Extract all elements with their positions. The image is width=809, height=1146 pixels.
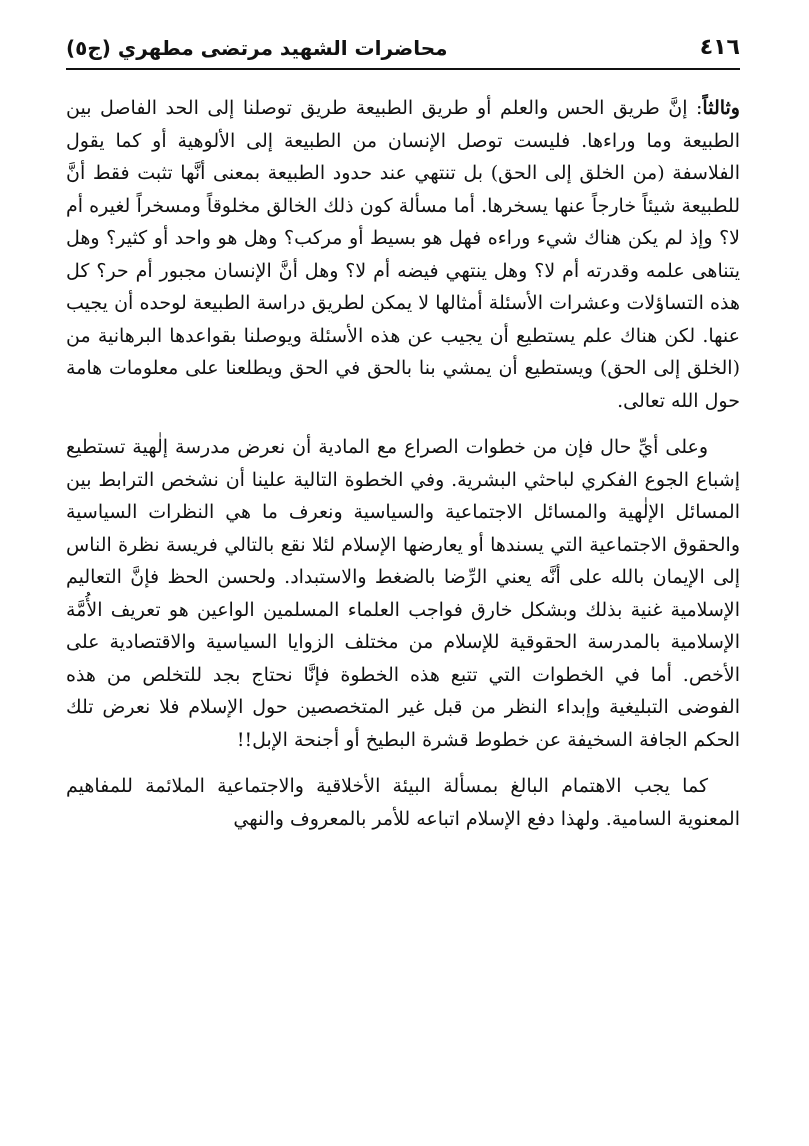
- running-title: محاضرات الشهيد مرتضى مطهري (ج٥): [66, 36, 448, 60]
- paragraph-2: وعلى أيِّ حال فإن من خطوات الصراع مع المادية أن نعرض مدرسة إلٰهية تستطيع إشباع الجوع الفكري لباحثي البشرية. وفي الخطوة التالية علينا أن نشخص الترابط بين المسائل الإلٰهية والمسائل الاجتماعية والسياسية ونعرف ما هي النظرات السياسية والحقوق الاجتماعية التي يسندها أو يعارضها الإسلام لئلا نقع بالتالي فريسة نظرة الناس إلى الإيمان بالله على أنَّه يعني الرِّضا بالضغط والاستبداد. ولحسن الحظ فإنَّ التعاليم الإسلامية غنية بذلك وبشكل خارق فواجب العلماء المسلمين الواعين هو تعريف الأُمَّة الإسلامية بالمدرسة الحقوقية للإسلام من مختلف الزوايا السياسية والاقتصادية على الأخص. أما في الخطوات التي تتبع هذه الخطوة فإنَّا نحتاج بجد للتخلص من هذه الفوضى التبليغية وإبداء النظر من قبل غير المتخصصين حول الإسلام فلا نعرض تلك الحكم الجافة السخيفة عن خطوط قشرة البطيخ أو أجنحة الإبل!!: [66, 436, 740, 751]
- header-divider: [66, 68, 740, 70]
- body-text: [66, 92, 740, 835]
- paragraph-lead-word: وثالثاً: [702, 97, 740, 119]
- page-number: ٤١٦: [699, 35, 740, 60]
- page-header: [66, 30, 740, 70]
- paragraph-1: [66, 92, 740, 417]
- paragraph-3: كما يجب الاهتمام البالغ بمسألة البيئة الأخلاقية والاجتماعية الملائمة للمفاهيم المعنوية السامية. ولهذا دفع الإسلام اتباعه للأمر بالمعروف والنهي: [66, 775, 740, 830]
- paragraph-1-text: : إنَّ طريق الحس والعلم أو طريق الطبيعة طريق توصلنا إلى الحد الفاصل بين الطبيعة وما وراءها. فليست توصل الإنسان من الطبيعة إلى الألوهية أو كما يقول الفلاسفة (من الخلق إلى الحق) بل تنتهي عند حدود الطبيعة بمعنى أنَّها تثبت فقط أنَّ للطبيعة شيئاً خارجاً عنها يسخرها. أما مسألة كون ذلك الخالق مخلوقاً ومسخراً لغيره أم لا؟ وإذ لم يكن هناك شيء وراءه فهل هو بسيط أو مركب؟ وهل هو واحد أو كثير؟ وهل يتناهى علمه وقدرته أم لا؟ وهل ينتهي فيضه أم لا؟ وهل أنَّ الإنسان مجبور أم حر؟ كل هذه التساؤلات وعشرات الأسئلة أمثالها لا يمكن لطريق دراسة الطبيعة لوحده أن يجيب عنها. لكن هناك علم يستطيع أن يجيب عن هذه الأسئلة ويوصلنا بقواعدها البرهانية من (الخلق إلى الحق) ويستطيع أن يمشي بنا بالحق في الحق ويطلعنا على معلومات هامة حول الله تعالى.: [66, 97, 740, 412]
